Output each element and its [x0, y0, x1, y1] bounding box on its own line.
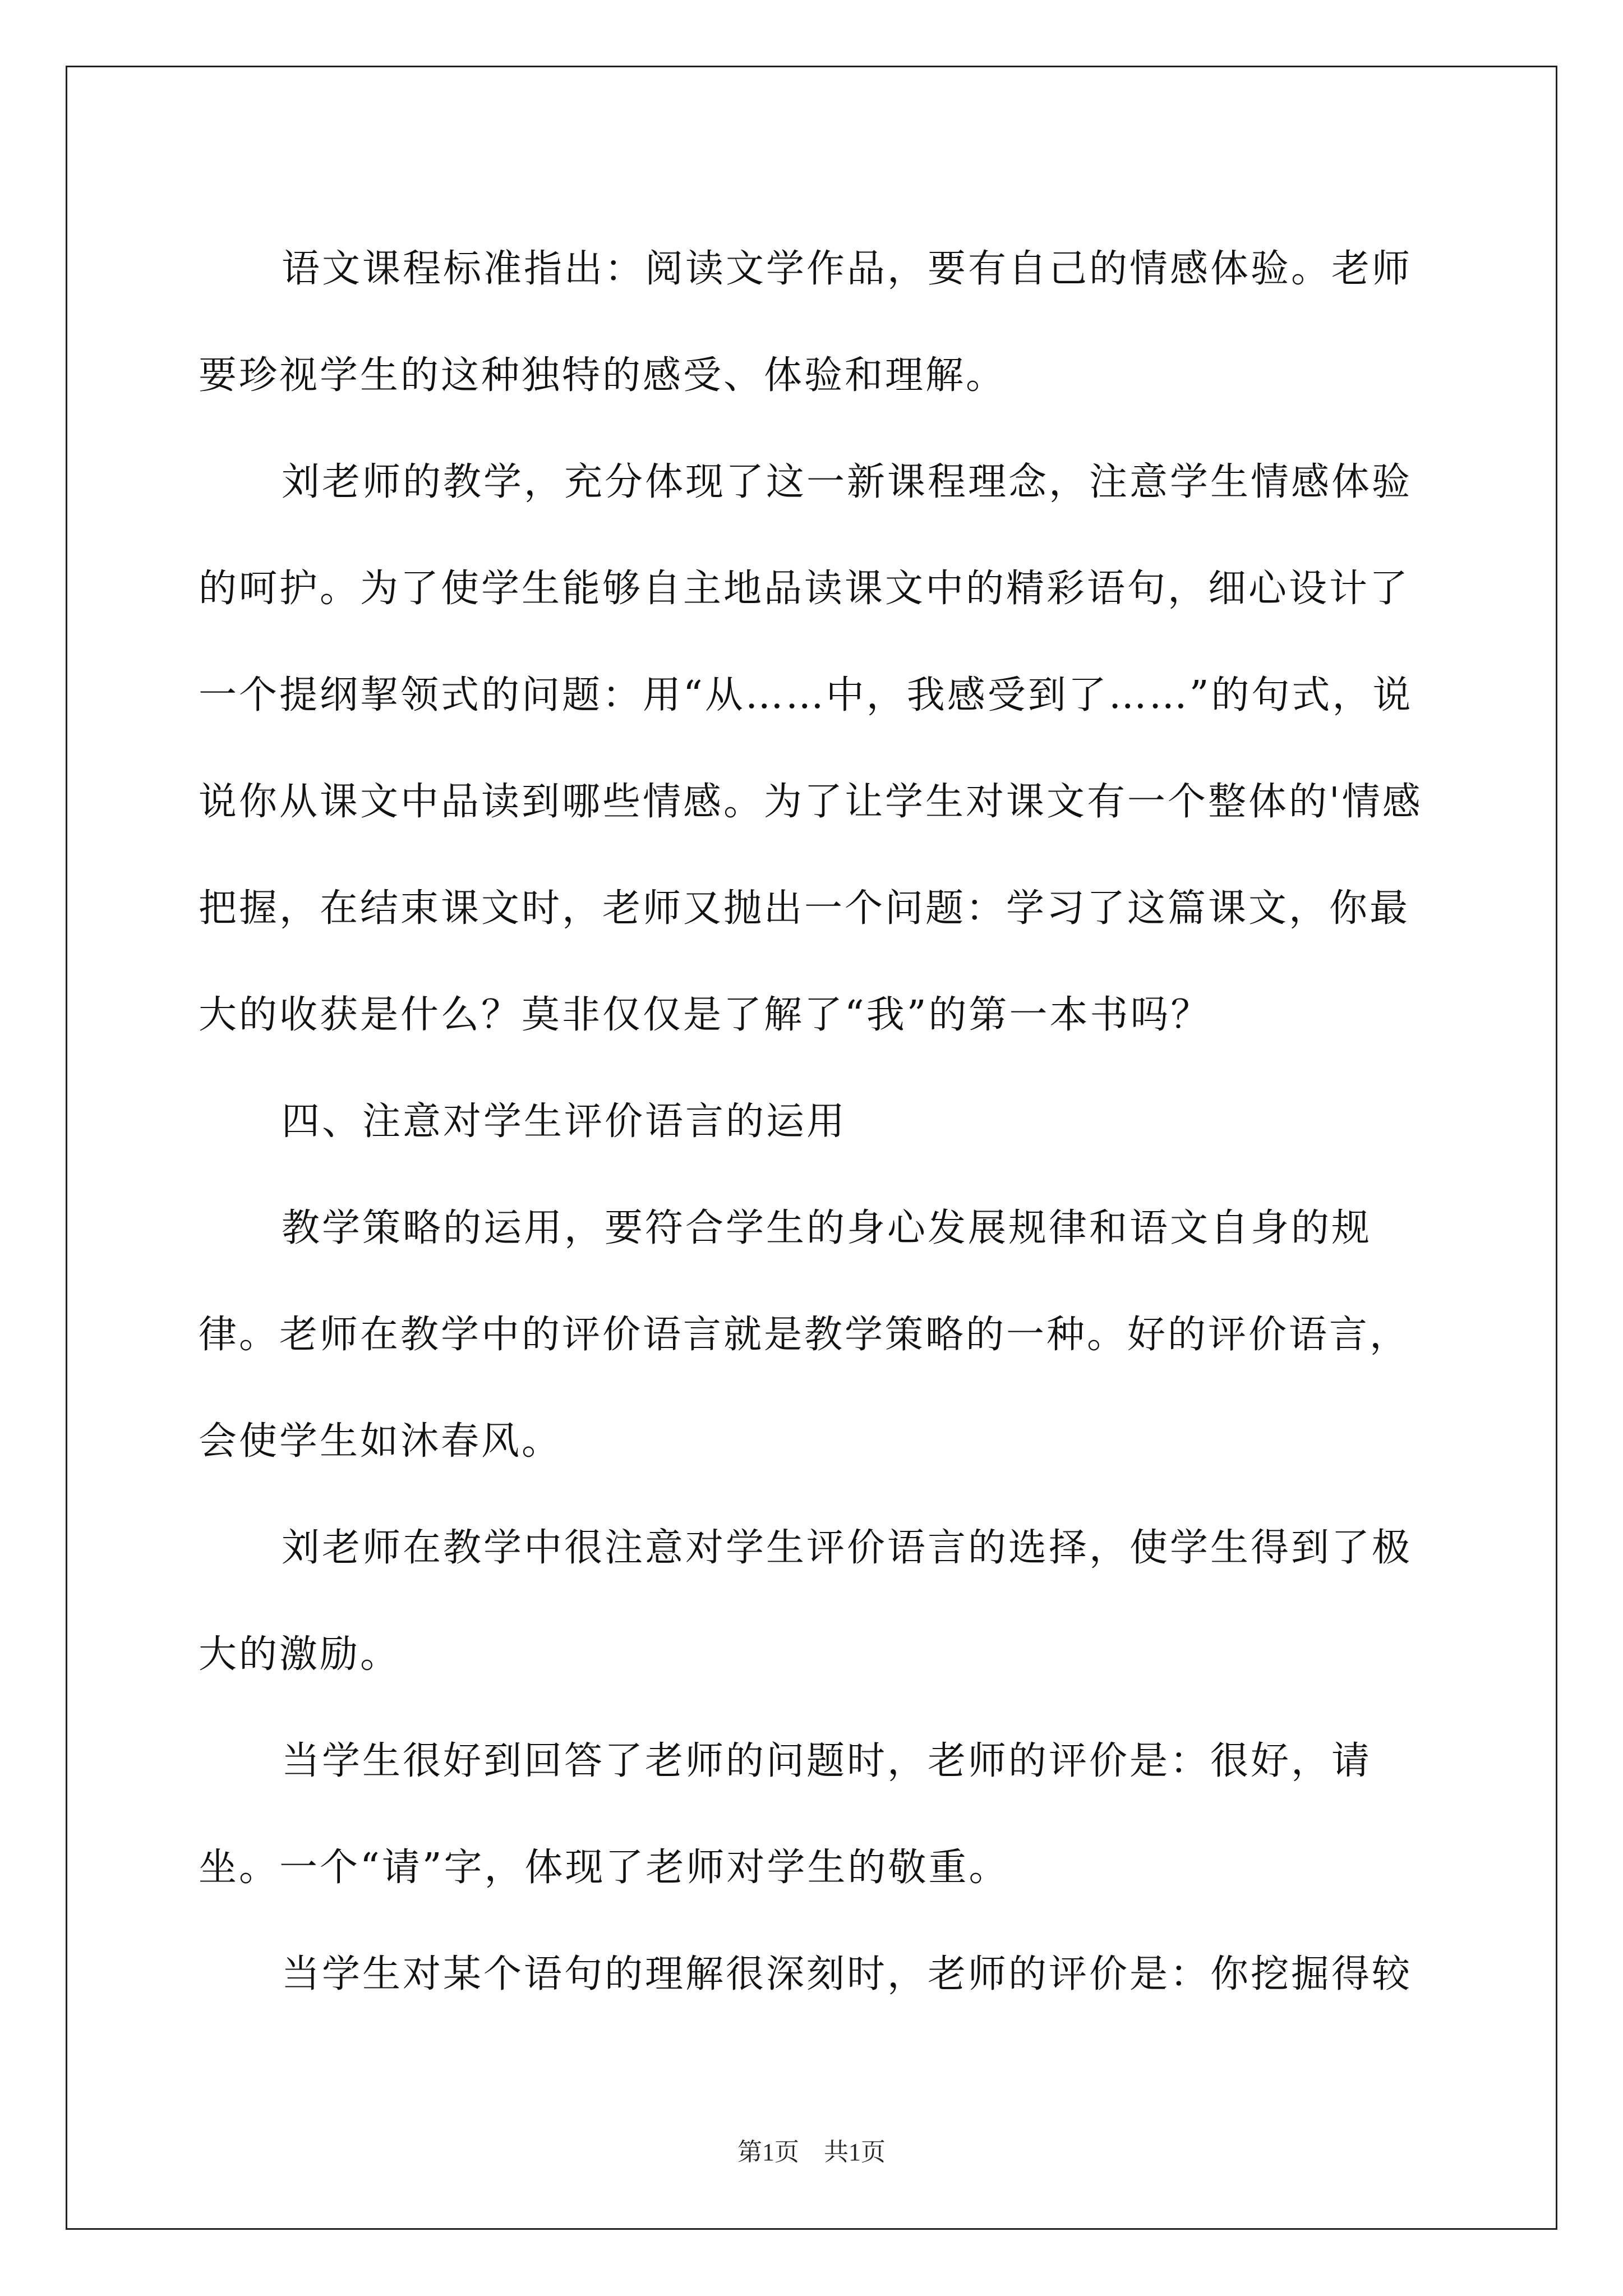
- page-footer: 第1页 共1页: [737, 2138, 886, 2166]
- section-heading: 四、注意对学生评价语言的运用: [282, 1099, 847, 1144]
- document-body: [199, 216, 1432, 2028]
- paragraph: 教学策略的运用，要符合学生的身心发展规律和语文自身的规律。老师在教学中的评价语言就是教学策略的一种。好的评价语言，会使学生如沐春风。: [199, 1206, 1410, 1464]
- paragraph: 刘老师的教学，充分体现了这一新课程理念，注意学生情感体验的呵护。为了使学生能够自主地品读课文中的精彩语句，细心设计了一个提纲挈领式的问题：用“从……中，我感受到了……”的句式，说说你从课文中品读到哪些情感。为了让学生对课文有一个整体的'情感把握，在结束课文时，老师又抛出一个问题：学习了这篇课文，你最大的收获是什么？莫非仅仅是了解了“我”的第一本书吗？: [199, 460, 1423, 1037]
- paragraph: 刘老师在教学中很注意对学生评价语言的选择，使学生得到了极大的激励。: [199, 1526, 1413, 1677]
- paragraph: 当学生很好到回答了老师的问题时，老师的评价是：很好，请坐。一个“请”字，体现了老师对学生的敬重。: [199, 1739, 1372, 1890]
- paragraph: 当学生对某个语句的理解很深刻时，老师的评价是：你挖掘得较: [282, 1952, 1413, 1996]
- paragraph: 语文课程标准指出：阅读文学作品，要有自己的情感体验。老师要珍视学生的这种独特的感受、体验和理解。: [199, 247, 1413, 398]
